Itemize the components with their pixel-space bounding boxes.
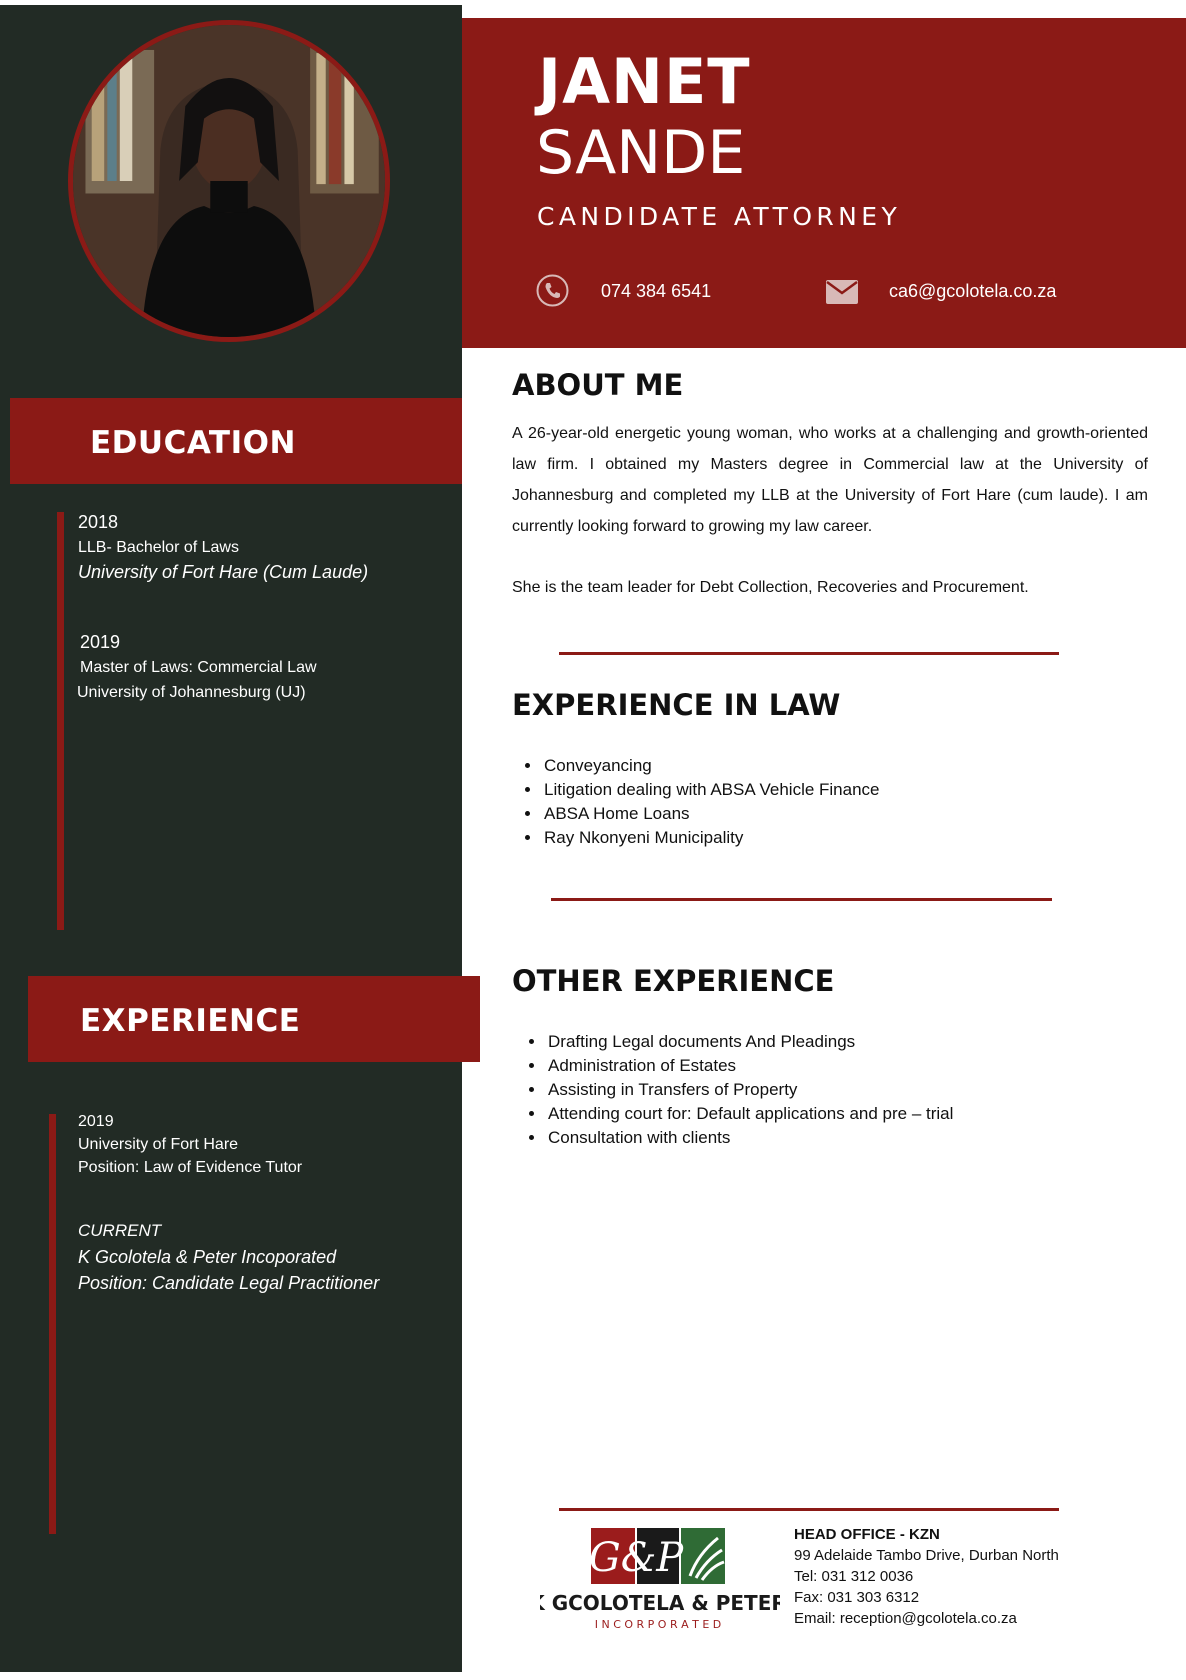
list-item: • Administration of Estates <box>546 1054 1156 1078</box>
phone-number[interactable]: 074 384 6541 <box>601 281 712 301</box>
education-item-2 <box>77 630 317 705</box>
education-year: 2019 <box>80 632 121 652</box>
email-address[interactable]: ca6@gcolotela.co.za <box>889 281 1057 301</box>
list-item: • Assisting in Transfers of Property <box>546 1078 1156 1102</box>
list-item: • Ray Nkonyeni Municipality <box>542 826 1152 850</box>
job-title: CANDIDATE ATTORNEY <box>537 202 902 231</box>
office-heading: HEAD OFFICE - KZN <box>794 1526 940 1543</box>
experience-organisation: University of Fort Hare <box>78 1136 239 1153</box>
mail-icon <box>826 280 858 304</box>
education-heading: EDUCATION <box>10 398 462 484</box>
experience-heading: EXPERIENCE <box>28 976 480 1062</box>
other-experience-heading: OTHER EXPERIENCE <box>512 964 835 998</box>
experience-item-2 <box>78 1218 379 1296</box>
education-rail <box>57 512 64 930</box>
section-divider <box>551 898 1052 901</box>
footer-divider <box>559 1508 1059 1511</box>
firm-name: K GCOLOTELA & PETER <box>540 1591 780 1615</box>
education-year: 2018 <box>78 512 119 532</box>
office-address: 99 Adelaide Tambo Drive, Durban North <box>794 1547 1059 1564</box>
firm-logo <box>540 1524 780 1634</box>
education-degree: LLB- Bachelor of Laws <box>78 539 239 556</box>
experience-item-1 <box>78 1110 302 1179</box>
education-institution: University of Fort Hare (Cum Laude) <box>78 562 369 582</box>
office-email[interactable]: Email: reception@gcolotela.co.za <box>794 1610 1017 1627</box>
office-tel: Tel: 031 312 0036 <box>794 1568 914 1585</box>
last-name: SANDE <box>536 118 746 188</box>
office-fax: Fax: 031 303 6312 <box>794 1589 920 1606</box>
experience-period: CURRENT <box>78 1221 162 1240</box>
law-experience-list <box>512 754 1152 850</box>
list-item: • ABSA Home Loans <box>542 802 1152 826</box>
education-institution: University of Johannesburg (UJ) <box>77 684 306 701</box>
education-degree: Master of Laws: Commercial Law <box>80 659 317 676</box>
experience-organisation: K Gcolotela & Peter Incoporated <box>78 1247 337 1267</box>
about-paragraph: A 26-year-old energetic young woman, who works at a challenging and growth-oriented law firm. I obtained my Masters degree in Commercial law at the University of Johannesburg and completed my LLB at the University of Fort Hare (cum laude). I am currently looking forward to growing my law career. <box>512 425 1148 535</box>
list-item: • Attending court for: Default applications and pre – trial <box>546 1102 1156 1126</box>
other-experience-list <box>516 1030 1156 1150</box>
list-item: • Litigation dealing with ABSA Vehicle Finance <box>542 778 1152 802</box>
list-item: • Conveyancing <box>542 754 1152 778</box>
office-details <box>794 1524 1059 1629</box>
about-heading: ABOUT ME <box>512 368 684 402</box>
phone-icon <box>536 274 569 307</box>
about-summary: She is the team leader for Debt Collection, Recoveries and Procurement. <box>512 579 1029 596</box>
experience-rail <box>49 1114 56 1534</box>
list-item: • Consultation with clients <box>546 1126 1156 1150</box>
education-item-1 <box>78 510 368 585</box>
experience-period: 2019 <box>78 1113 114 1130</box>
experience-position: Position: Law of Evidence Tutor <box>78 1159 303 1176</box>
section-divider <box>559 652 1059 655</box>
logo-monogram: G&P <box>588 1535 684 1581</box>
first-name: JANET <box>538 45 751 118</box>
profile-photo <box>68 20 390 342</box>
list-item: • Drafting Legal documents And Pleadings <box>546 1030 1156 1054</box>
law-experience-heading: EXPERIENCE IN LAW <box>512 688 841 722</box>
experience-position: Position: Candidate Legal Practitioner <box>78 1273 380 1293</box>
firm-suffix: I N C O R P O R A T E D <box>594 1618 722 1631</box>
